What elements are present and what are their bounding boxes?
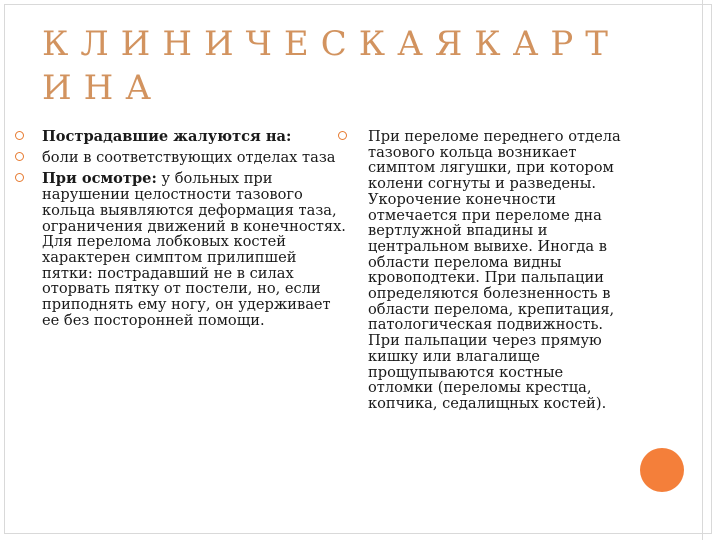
examination-body: у больных при нарушении целостности тазового кольца выявляются деформация таза, ограничения движений в конечностях. Для перелома лобковых костей характерен симптом прилипшей пятки: пострадавший не в силах оторвать пятку от постели, но, если приподнять ему ногу, он удерживает ее без посторонней помощи. (42, 170, 346, 329)
right-edge-line (702, 0, 703, 540)
title-line-1: КЛИНИЧЕСКАЯКАРТ (42, 24, 620, 64)
slide-title (42, 22, 662, 110)
complaints-heading (42, 129, 350, 145)
title-line-2: ИНА (42, 68, 164, 108)
orange-circle-decoration (640, 448, 684, 492)
hollow-circle-bullet-icon (15, 152, 24, 161)
hollow-circle-bullet-icon (338, 131, 347, 140)
examination-label: При осмотре: (42, 170, 157, 188)
examination-paragraph (42, 171, 350, 328)
hollow-circle-bullet-icon (15, 131, 24, 140)
complaints-text (42, 150, 350, 166)
left-column (42, 129, 350, 328)
fracture-body: При переломе переднего отдела тазового кольца возникает симптом лягушки, при котором колени согнуты и разведены. Укорочение конечности отмечается при переломе дна вертлужной впадины и центральном вывихе. Иногда в области перелома видны кровоподтеки. При пальпации определяются болезненность в области перелома, крепитация, патологическая подвижность. При пальпации через прямую кишку или влагалище прощупываются костные отломки (переломы крестца, копчика, седалищных костей). (368, 128, 621, 412)
fracture-paragraph (368, 129, 623, 412)
right-column (368, 129, 623, 412)
complaints-body: боли в соответствующих отделах таза (42, 148, 336, 166)
complaints-label: Пострадавшие жалуются на: (42, 128, 292, 145)
